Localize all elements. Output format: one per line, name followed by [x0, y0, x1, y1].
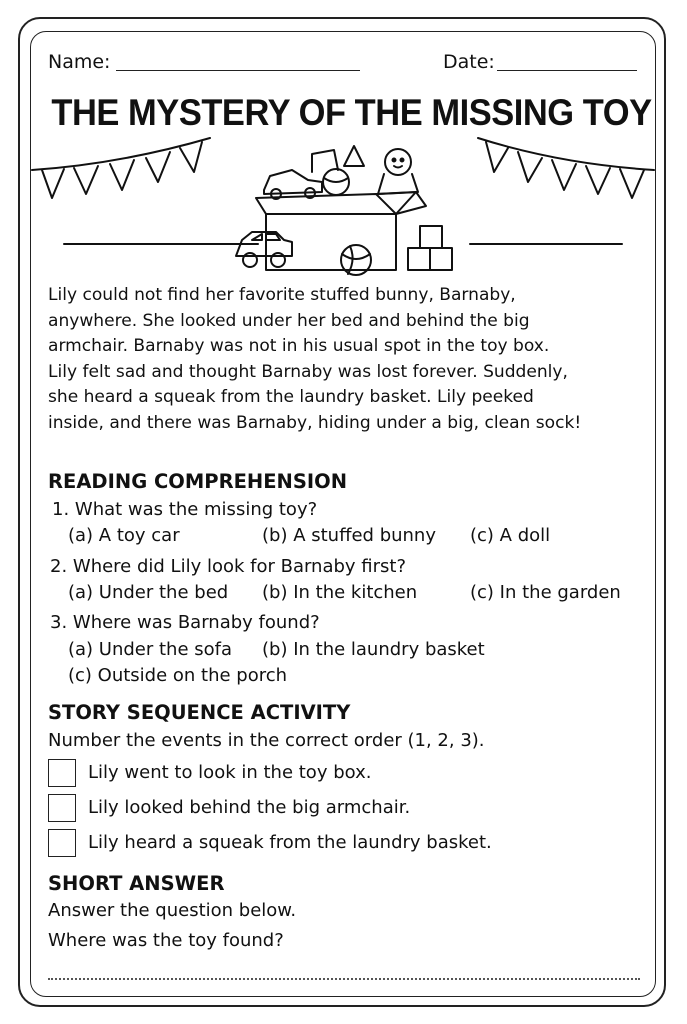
sequence-checkbox-2[interactable] [48, 794, 76, 822]
q2-option-c[interactable]: (c) In the garden [470, 582, 621, 603]
sequence-event-3: Lily heard a squeak from the laundry basket. [88, 832, 492, 853]
short-answer-instruction: Answer the question below. [48, 900, 297, 921]
q1-option-a[interactable]: (a) A toy car [68, 525, 180, 546]
short-answer-question: Where was the toy found? [48, 930, 284, 951]
bunting-flags-icon [32, 138, 210, 198]
sequence-event-2: Lily looked behind the big armchair. [88, 797, 411, 818]
date-label: Date: [443, 51, 495, 73]
story-line: Lily felt sad and thought Barnaby was lost forever. Suddenly, [48, 361, 568, 382]
question-3: 3. Where was Barnaby found? [50, 612, 320, 633]
q3-option-b[interactable]: (b) In the laundry basket [262, 639, 485, 660]
q3-option-c[interactable]: (c) Outside on the porch [68, 665, 288, 686]
q3-option-a[interactable]: (a) Under the sofa [68, 639, 233, 660]
story-text [48, 283, 648, 436]
q2-option-a[interactable]: (a) Under the bed [68, 582, 229, 603]
story-line: anywhere. She looked under her bed and behind the big [48, 310, 530, 331]
question-2: 2. Where did Lily look for Barnaby first? [50, 556, 407, 577]
short-answer-heading: SHORT ANSWER [48, 872, 225, 895]
toy-car-icon [264, 170, 322, 199]
blocks-icon [408, 226, 452, 270]
comprehension-heading: READING COMPREHENSION [48, 470, 348, 493]
q1-option-c[interactable]: (c) A doll [470, 525, 551, 546]
blocks-icon [344, 146, 364, 166]
sequence-checkbox-3[interactable] [48, 829, 76, 857]
story-line: Lily could not find her favorite stuffed bunny, Barnaby, [48, 285, 516, 305]
sequence-heading: STORY SEQUENCE ACTIVITY [48, 701, 351, 724]
sequence-checkbox-1[interactable] [48, 759, 76, 787]
page-title: THE MYSTERY OF THE MISSING TOY [51, 92, 652, 133]
sequence-event-1: Lily went to look in the toy box. [88, 762, 372, 783]
ball-icon [323, 169, 349, 195]
answer-line[interactable] [48, 978, 640, 980]
q1-option-b[interactable]: (b) A stuffed bunny [262, 525, 436, 546]
doll-icon [378, 149, 418, 194]
story-line: inside, and there was Barnaby, hiding under a big, clean sock! [48, 412, 582, 433]
story-line: armchair. Barnaby was not in his usual spot in the toy box. [48, 336, 550, 356]
question-1: 1. What was the missing toy? [52, 499, 318, 520]
sequence-instruction: Number the events in the correct order (1, 2, 3). [48, 730, 485, 751]
date-field[interactable] [497, 70, 637, 71]
story-line: she heard a squeak from the laundry basket. Lily peeked [48, 387, 534, 407]
name-label: Name: [48, 51, 111, 73]
q2-option-b[interactable]: (b) In the kitchen [262, 582, 418, 603]
toy-car-icon [236, 232, 292, 267]
toy-illustration [30, 136, 656, 286]
name-field[interactable] [116, 70, 360, 71]
bunting-flags-icon [478, 138, 654, 198]
